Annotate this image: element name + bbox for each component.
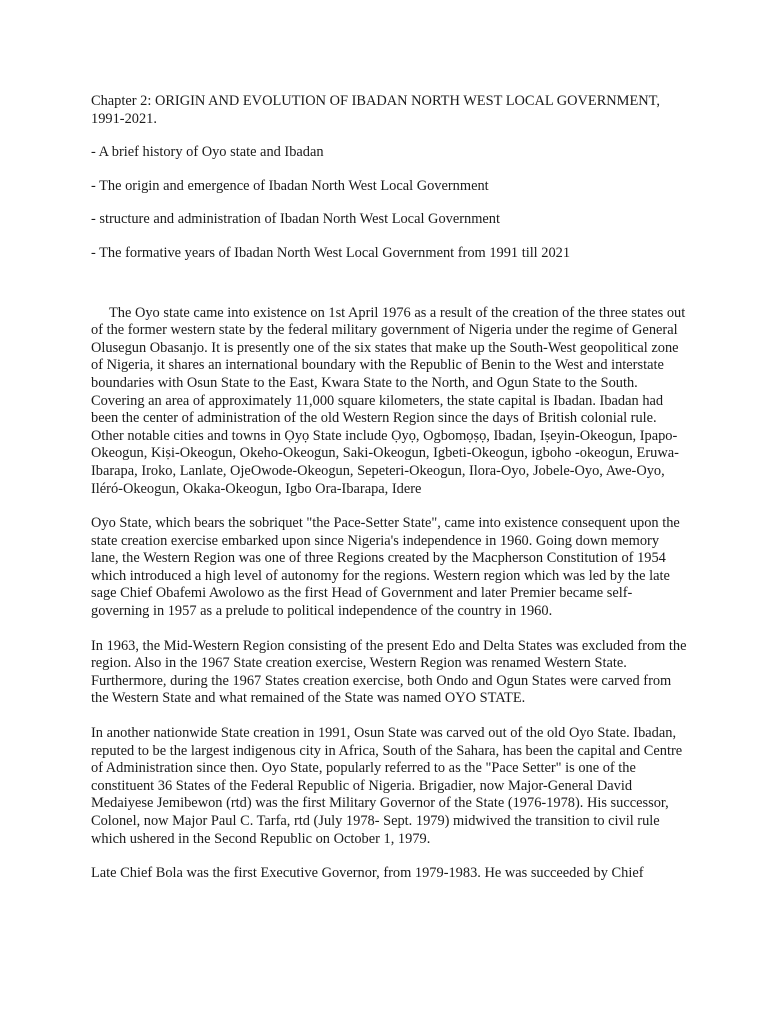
paragraph: In 1963, the Mid-Western Region consisting of the present Edo and Delta States was excluded from the region. Also in the 1967 State creation exercise, Western Region was renamed Western State. Furthermore, during the 1967 States creation exercise, both Ondo and Ogun States were carved from the Western State and what remained of the State was named OYO STATE. [91, 637, 687, 707]
outline-item: - A brief history of Oyo state and Ibadan [91, 144, 324, 161]
body-text [91, 305, 687, 883]
document-page [91, 93, 687, 900]
paragraph: The Oyo state came into existence on 1st April 1976 as a result of the creation of the three states out of the former western state by the federal military government of Nigeria under the regime of General Olusegun Obasanjo. It is presently one of the six states that make up the South-West geopolitical zone of Nigeria, it shares an international boundary with the Republic of Benin to the West and interstate boundaries with Osun State to the East, Kwara State to the North, and Ogun State to the South. Covering an area of approximately 11,000 square kilometers, the state capital is Ibadan. Ibadan had been the center of administration of the old Western Region since the days of British colonial rule. Other notable cities and towns in Ọyọ State include Ọyọ, Ogbomọṣọ, Ibadan, Iṣeyin-Okeogun, Ipapo-Okeogun, Kiṣi-Okeogun, Okeho-Okeogun, Saki-Okeogun, Igbeti-Okeogun, igboho -okeogun, Eruwa-Ibarapa, Iroko, Lanlate, OjeOwode-Okeogun, Sepeteri-Okeogun, Ilora-Oyo, Jobele-Oyo, Awe-Oyo, Iléró-Okeogun, Okaka-Okeogun, Igbo Ora-Ibarapa, Idere [91, 304, 686, 497]
outline-item: - structure and administration of Ibadan North West Local Government [91, 211, 500, 228]
outline-item: - The formative years of Ibadan North West Local Government from 1991 till 2021 [91, 244, 571, 261]
chapter-title: Chapter 2: ORIGIN AND EVOLUTION OF IBADAN NORTH WEST LOCAL GOVERNMENT, 1991-2021. [91, 93, 660, 127]
paragraph: In another nationwide State creation in 1991, Osun State was carved out of the old Oyo State. Ibadan, reputed to be the largest indigenous city in Africa, South of the Sahara, has been the capital and Centre of Administration since then. Oyo State, popularly referred to as the "Pace Setter" is one of the constituent 36 States of the Federal Republic of Nigeria. Brigadier, now Major-General David Medaiyese Jemibewon (rtd) was the first Military Governor of the State (1976-1978). His successor, Colonel, now Major Paul C. Tarfa, rtd (July 1978- Sept. 1979) midwived the transition to civil rule which ushered in the Second Republic on October 1, 1979. [91, 725, 683, 847]
outline-item: - The origin and emergence of Ibadan North West Local Government [91, 177, 489, 194]
paragraph: Late Chief Bola was the first Executive Governor, from 1979-1983. He was succeeded by Chief [91, 865, 644, 882]
chapter-outline [91, 144, 687, 262]
paragraph: Oyo State, which bears the sobriquet "the Pace-Setter State", came into existence consequent upon the state creation exercise embarked upon since Nigeria's independence in 1960. Going down memory lane, the Western Region was one of three Regions created by the Macpherson Constitution of 1954 which introduced a high level of autonomy for the regions. Western region which was led by the late sage Chief Obafemi Awolowo as the first Head of Government and later Premier became self-governing in 1957 as a prelude to political independence of the country in 1960. [91, 515, 680, 620]
